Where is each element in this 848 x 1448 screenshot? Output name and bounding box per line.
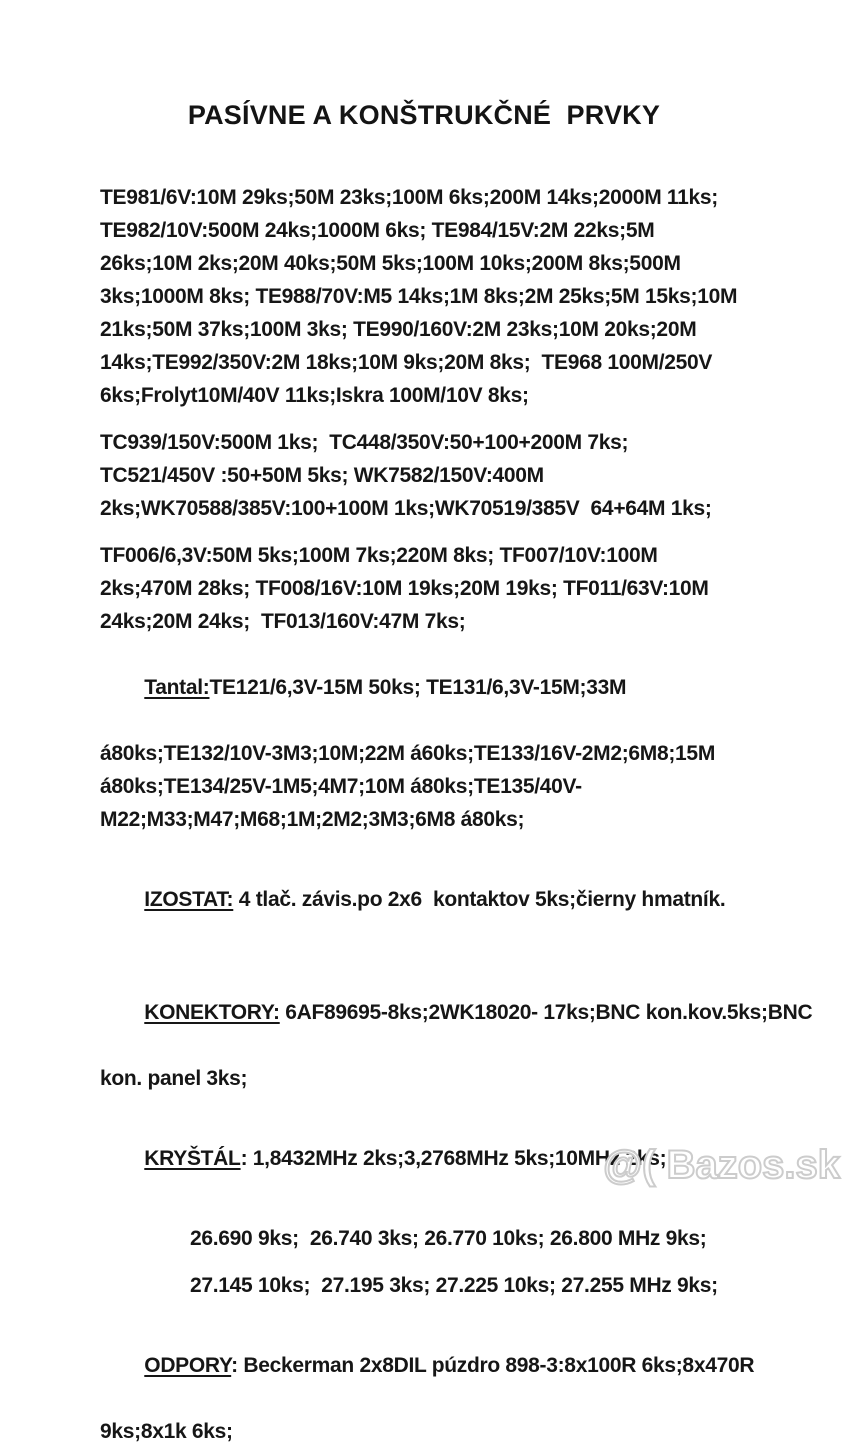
section-label-izostat: IZOSTAT: [144,888,234,911]
text-line: TF006/6,3V:50M 5ks;100M 7ks;220M 8ks; TF007/10V:100M [100,544,658,567]
text-line: 14ks;TE992/350V:2M 18ks;10M 9ks;20M 8ks; TE968 100M/250V [100,351,713,374]
text-line: M22;M33;M47;M68;1M;2M2;3M3;6M8 á80ks; [100,808,525,831]
paragraph-izostat [100,850,788,949]
paragraph-tf-tantal [100,539,788,836]
paragraph-crystal-freqs-2 [100,1269,788,1302]
paragraph-odpory [100,1316,788,1448]
section-label-konektory: KONEKTORY: [144,1001,280,1024]
text-line [100,963,813,1062]
section-label-odpory: ODPORY [144,1354,232,1377]
paragraph-crystal-freqs-1 [100,1222,788,1255]
paragraph-konektory [100,963,813,1095]
text-line: TC939/150V:500M 1ks; TC448/350V:50+100+200M 7ks; [100,431,629,454]
page-title: PASÍVNE A KONŠTRUKČNÉ PRVKY [187,100,661,130]
text-line: 9ks;8x1k 6ks; [100,1420,233,1443]
text-line: 27.145 10ks; 27.195 3ks; 27.225 10ks; 27.255 MHz 9ks; [190,1274,718,1297]
section-label-tantal: Tantal: [144,676,210,699]
text-line: 26.690 9ks; 26.740 3ks; 26.770 10ks; 26.800 MHz 9ks; [190,1227,707,1250]
text-line [100,638,788,737]
text-line-rest: 4 tlač. závis.po 2x6 kontaktov 5ks;čierny hmatník. [233,888,726,911]
text-line: 6ks;Frolyt10M/40V 11ks;Iskra 100M/10V 8ks; [100,384,529,407]
document-body [0,181,848,1448]
bazos-watermark: @( Bazos.sk [603,1143,840,1187]
paragraph-tc-wk-capacitors [100,426,788,525]
text-line: 21ks;50M 37ks;100M 3ks; TE990/160V:2M 23ks;10M 20ks;20M [100,318,697,341]
text-line: á80ks;TE134/25V-1M5;4M7;10M á80ks;TE135/40V- [100,775,582,798]
text-line: 2ks;WK70588/385V:100+100M 1ks;WK70519/385V 64+64M 1ks; [100,497,712,520]
text-line: kon. panel 3ks; [100,1067,248,1090]
text-line-rest: TE121/6,3V-15M 50ks; TE131/6,3V-15M;33M [209,676,627,699]
text-line: 24ks;20M 24ks; TF013/160V:47M 7ks; [100,610,466,633]
section-label-krystal: KRYŠTÁL [144,1147,241,1170]
text-line: 2ks;470M 28ks; TF008/16V:10M 19ks;20M 19ks; TF011/63V:10M [100,577,709,600]
text-line: á80ks;TE132/10V-3M3;10M;22M á60ks;TE133/16V-2M2;6M8;15M [100,742,716,765]
text-line: TE981/6V:10M 29ks;50M 23ks;100M 6ks;200M 14ks;2000M 11ks; [100,186,718,209]
text-line: 3ks;1000M 8ks; TE988/70V:M5 14ks;1M 8ks;2M 25ks;5M 15ks;10M [100,285,738,308]
text-line-rest: : 1,8432MHz 2ks;3,2768MHz 5ks;10MHz 2ks; [240,1147,667,1170]
text-line [100,850,788,949]
text-line: 26ks;10M 2ks;20M 40ks;50M 5ks;100M 10ks;200M 8ks;500M [100,252,681,275]
text-line [100,1316,788,1415]
paragraph-te-capacitors [100,181,788,412]
text-line: TE982/10V:500M 24ks;1000M 6ks; TE984/15V:2M 22ks;5M [100,219,655,242]
text-line: TC521/450V :50+50M 5ks; WK7582/150V:400M [100,464,544,487]
text-line-rest: : Beckerman 2x8DIL púzdro 898-3:8x100R 6ks;8x470R [231,1354,755,1377]
text-line-rest: 6AF89695-8ks;2WK18020- 17ks;BNC kon.kov.5ks;BNC [279,1001,813,1024]
